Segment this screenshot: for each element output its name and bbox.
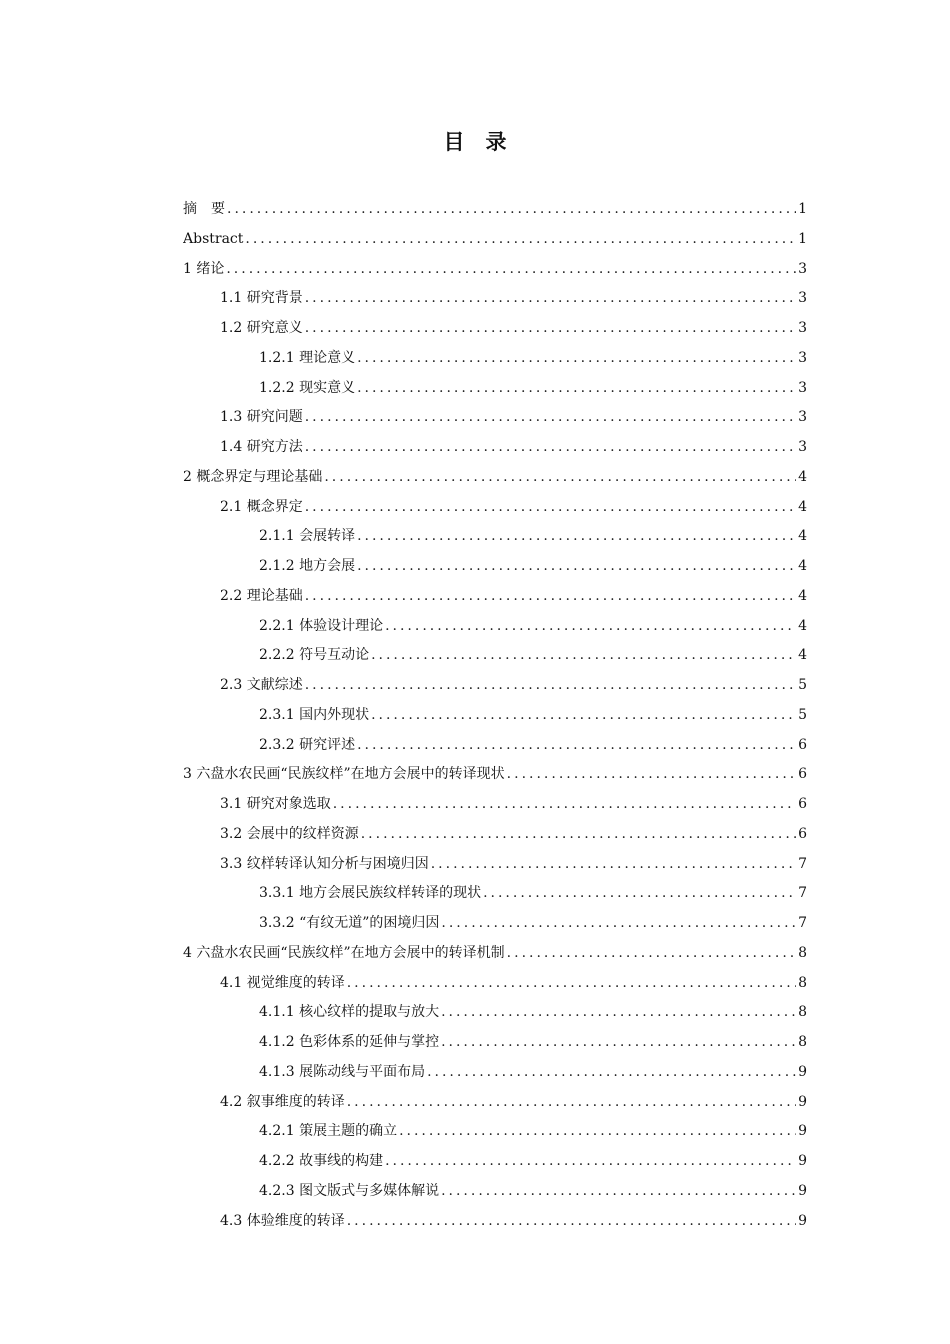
- toc-entry[interactable]: [183, 195, 807, 225]
- toc-entry-title: 2.2.1 体验设计理论: [259, 617, 384, 634]
- toc-entry-page: 4: [798, 558, 807, 574]
- toc-entry-page: 6: [798, 825, 807, 842]
- toc-entry-page: 7: [798, 885, 807, 902]
- toc-entry-page: 3: [798, 260, 807, 277]
- toc-entry-title: 4 六盘水农民画“民族纹样”在地方会展中的转译机制: [183, 944, 505, 961]
- toc-dot-leader: [245, 225, 796, 255]
- toc-dot-leader: [347, 969, 796, 999]
- toc-entry-title: 1 绪论: [183, 260, 225, 277]
- toc-entry[interactable]: [183, 284, 807, 314]
- toc-dot-leader: [324, 463, 796, 493]
- toc-entry-page: 7: [798, 915, 807, 931]
- toc-entry-title: 2 概念界定与理论基础: [183, 468, 323, 485]
- toc-entry-page: 6: [798, 736, 807, 753]
- toc-entry[interactable]: [183, 820, 807, 850]
- toc-dot-leader: [399, 1117, 796, 1147]
- toc-dot-leader: [305, 314, 796, 344]
- toc-entry-title: 1.1 研究背景: [220, 290, 303, 307]
- toc-entry-page: 9: [798, 1212, 807, 1229]
- toc-entry[interactable]: [183, 939, 807, 969]
- toc-entry[interactable]: [183, 909, 807, 939]
- toc-entry-title: 1.3 研究问题: [220, 409, 303, 426]
- toc-entry[interactable]: [183, 998, 807, 1028]
- toc-entry-page: 7: [798, 855, 807, 872]
- toc-entry-page: 1: [798, 201, 807, 217]
- toc-dot-leader: [441, 1177, 796, 1207]
- toc-dot-leader: [305, 671, 796, 701]
- toc-entry[interactable]: [183, 760, 807, 790]
- toc-entry-title: 2.3.2 研究评述: [259, 736, 356, 753]
- toc-dot-leader: [357, 731, 796, 761]
- toc-entry-page: 4: [798, 498, 807, 515]
- toc-entry[interactable]: [183, 1028, 807, 1058]
- toc-entry-title: 4.2.2 故事线的构建: [259, 1153, 384, 1169]
- toc-entry-title: 4.2.3 图文版式与多媒体解说: [259, 1182, 440, 1199]
- toc-entry[interactable]: [183, 403, 807, 433]
- toc-entry-title: 3.3.1 地方会展民族纹样转译的现状: [259, 885, 482, 902]
- toc-entry-page: 9: [798, 1063, 807, 1080]
- toc-entry[interactable]: [183, 463, 807, 493]
- toc-entry-page: 9: [798, 1153, 807, 1169]
- toc-entry-page: 6: [798, 766, 807, 783]
- toc-entry[interactable]: [183, 552, 807, 582]
- toc-entry-page: 9: [798, 1123, 807, 1140]
- toc-entry-title: 2.3 文献综述: [220, 677, 303, 693]
- toc-entry-page: 9: [798, 1182, 807, 1199]
- toc-entry-page: 8: [798, 1004, 807, 1021]
- toc-dot-leader: [441, 998, 796, 1028]
- toc-dot-leader: [431, 850, 796, 880]
- toc-entry-title: 3.3.2 “有纹无道”的困境归因: [259, 915, 440, 931]
- toc-entry[interactable]: [183, 1058, 807, 1088]
- toc-dot-leader: [371, 641, 796, 671]
- toc-dot-leader: [227, 195, 796, 225]
- page-title: 目 录: [443, 130, 507, 154]
- toc-entry-page: 4: [798, 647, 807, 664]
- toc-entry-title: 4.1.2 色彩体系的延伸与掌控: [259, 1034, 440, 1050]
- toc-entry-page: 1: [798, 230, 807, 247]
- toc-entry[interactable]: [183, 1147, 807, 1177]
- toc-entry-page: 4: [798, 468, 807, 485]
- toc-entry[interactable]: [183, 701, 807, 731]
- toc-dot-leader: [385, 1147, 796, 1177]
- toc-dot-leader: [305, 493, 796, 523]
- toc-entry-page: 9: [798, 1093, 807, 1110]
- toc-entry-title: 2.1 概念界定: [220, 498, 303, 515]
- toc-dot-leader: [361, 820, 796, 850]
- toc-entry[interactable]: [183, 1177, 807, 1207]
- toc-dot-leader: [441, 909, 796, 939]
- toc-entry[interactable]: [183, 493, 807, 523]
- toc-entry[interactable]: [183, 344, 807, 374]
- toc-entry-title: 2.1.1 会展转译: [259, 528, 356, 545]
- toc-dot-leader: [347, 1088, 796, 1118]
- toc-entry[interactable]: [183, 1088, 807, 1118]
- toc-dot-leader: [305, 582, 796, 612]
- toc-entry-title: 3 六盘水农民画“民族纹样”在地方会展中的转译现状: [183, 766, 505, 783]
- toc-entry[interactable]: [183, 1207, 807, 1237]
- toc-entry-title: 2.1.2 地方会展: [259, 558, 356, 574]
- toc-entry-page: 3: [798, 379, 807, 396]
- toc-entry-page: 3: [798, 349, 807, 366]
- toc-entry-page: 6: [798, 796, 807, 812]
- toc-entry-title: 1.2.2 现实意义: [259, 379, 356, 396]
- toc-entry[interactable]: [183, 790, 807, 820]
- toc-entry-page: 3: [798, 290, 807, 307]
- toc-entry[interactable]: [183, 314, 807, 344]
- toc-entry-title: 摘 要: [183, 201, 225, 217]
- toc-entry-title: 1.2 研究意义: [220, 320, 303, 336]
- toc-entry-title: 3.2 会展中的纹样资源: [220, 825, 359, 842]
- toc-dot-leader: [507, 939, 796, 969]
- toc-entry[interactable]: [183, 433, 807, 463]
- toc-entry[interactable]: [183, 671, 807, 701]
- toc-entry-title: 4.1 视觉维度的转译: [220, 974, 345, 991]
- toc-entry[interactable]: [183, 374, 807, 404]
- toc-entry-title: 4.1.3 展陈动线与平面布局: [259, 1063, 426, 1080]
- toc-entry-title: Abstract: [183, 230, 244, 247]
- toc-entry[interactable]: [183, 641, 807, 671]
- toc-dot-leader: [441, 1028, 796, 1058]
- toc-entry-page: 3: [798, 439, 807, 455]
- toc-entry-page: 5: [798, 677, 807, 693]
- toc-entry-title: 4.2.1 策展主题的确立: [259, 1123, 398, 1140]
- toc-entry[interactable]: [183, 731, 807, 761]
- toc-dot-leader: [357, 522, 796, 552]
- toc-entry-title: 4.1.1 核心纹样的提取与放大: [259, 1004, 440, 1021]
- toc-entry[interactable]: [183, 969, 807, 999]
- toc-entry-page: 8: [798, 944, 807, 961]
- toc-dot-leader: [305, 433, 796, 463]
- toc-entry-title: 4.3 体验维度的转译: [220, 1212, 345, 1229]
- toc-dot-leader: [385, 612, 796, 642]
- toc-entry-page: 4: [798, 528, 807, 545]
- toc-entry[interactable]: [183, 612, 807, 642]
- toc-dot-leader: [333, 790, 796, 820]
- toc-entry[interactable]: [183, 850, 807, 880]
- toc-entry-title: 3.3 纹样转译认知分析与困境归因: [220, 855, 429, 872]
- toc-entry-page: 8: [798, 974, 807, 991]
- toc-dot-leader: [357, 374, 796, 404]
- toc-dot-leader: [427, 1058, 796, 1088]
- toc-entry-page: 5: [798, 706, 807, 723]
- toc-entry-title: 4.2 叙事维度的转译: [220, 1093, 345, 1110]
- toc-dot-leader: [226, 255, 796, 285]
- toc-entry[interactable]: [183, 522, 807, 552]
- toc-entry-page: 3: [798, 320, 807, 336]
- toc-dot-leader: [371, 701, 796, 731]
- toc-dot-leader: [347, 1207, 796, 1237]
- table-of-contents: [183, 195, 807, 1236]
- toc-dot-leader: [357, 552, 796, 582]
- toc-entry-title: 2.2.2 符号互动论: [259, 647, 370, 664]
- toc-dot-leader: [507, 760, 796, 790]
- toc-entry-title: 1.4 研究方法: [220, 439, 303, 455]
- toc-entry-title: 1.2.1 理论意义: [259, 349, 356, 366]
- toc-entry-page: 3: [798, 409, 807, 426]
- toc-entry[interactable]: [183, 1117, 807, 1147]
- toc-dot-leader: [305, 403, 796, 433]
- toc-entry-title: 2.3.1 国内外现状: [259, 706, 370, 723]
- toc-dot-leader: [357, 344, 796, 374]
- toc-entry[interactable]: [183, 255, 807, 285]
- toc-entry-page: 4: [798, 587, 807, 604]
- toc-entry-page: 8: [798, 1034, 807, 1050]
- toc-dot-leader: [305, 284, 796, 314]
- toc-entry-title: 3.1 研究对象选取: [220, 796, 331, 812]
- toc-dot-leader: [483, 879, 796, 909]
- toc-entry-title: 2.2 理论基础: [220, 587, 303, 604]
- toc-entry[interactable]: [183, 582, 807, 612]
- toc-entry[interactable]: [183, 225, 807, 255]
- toc-entry-page: 4: [798, 617, 807, 634]
- toc-entry[interactable]: [183, 879, 807, 909]
